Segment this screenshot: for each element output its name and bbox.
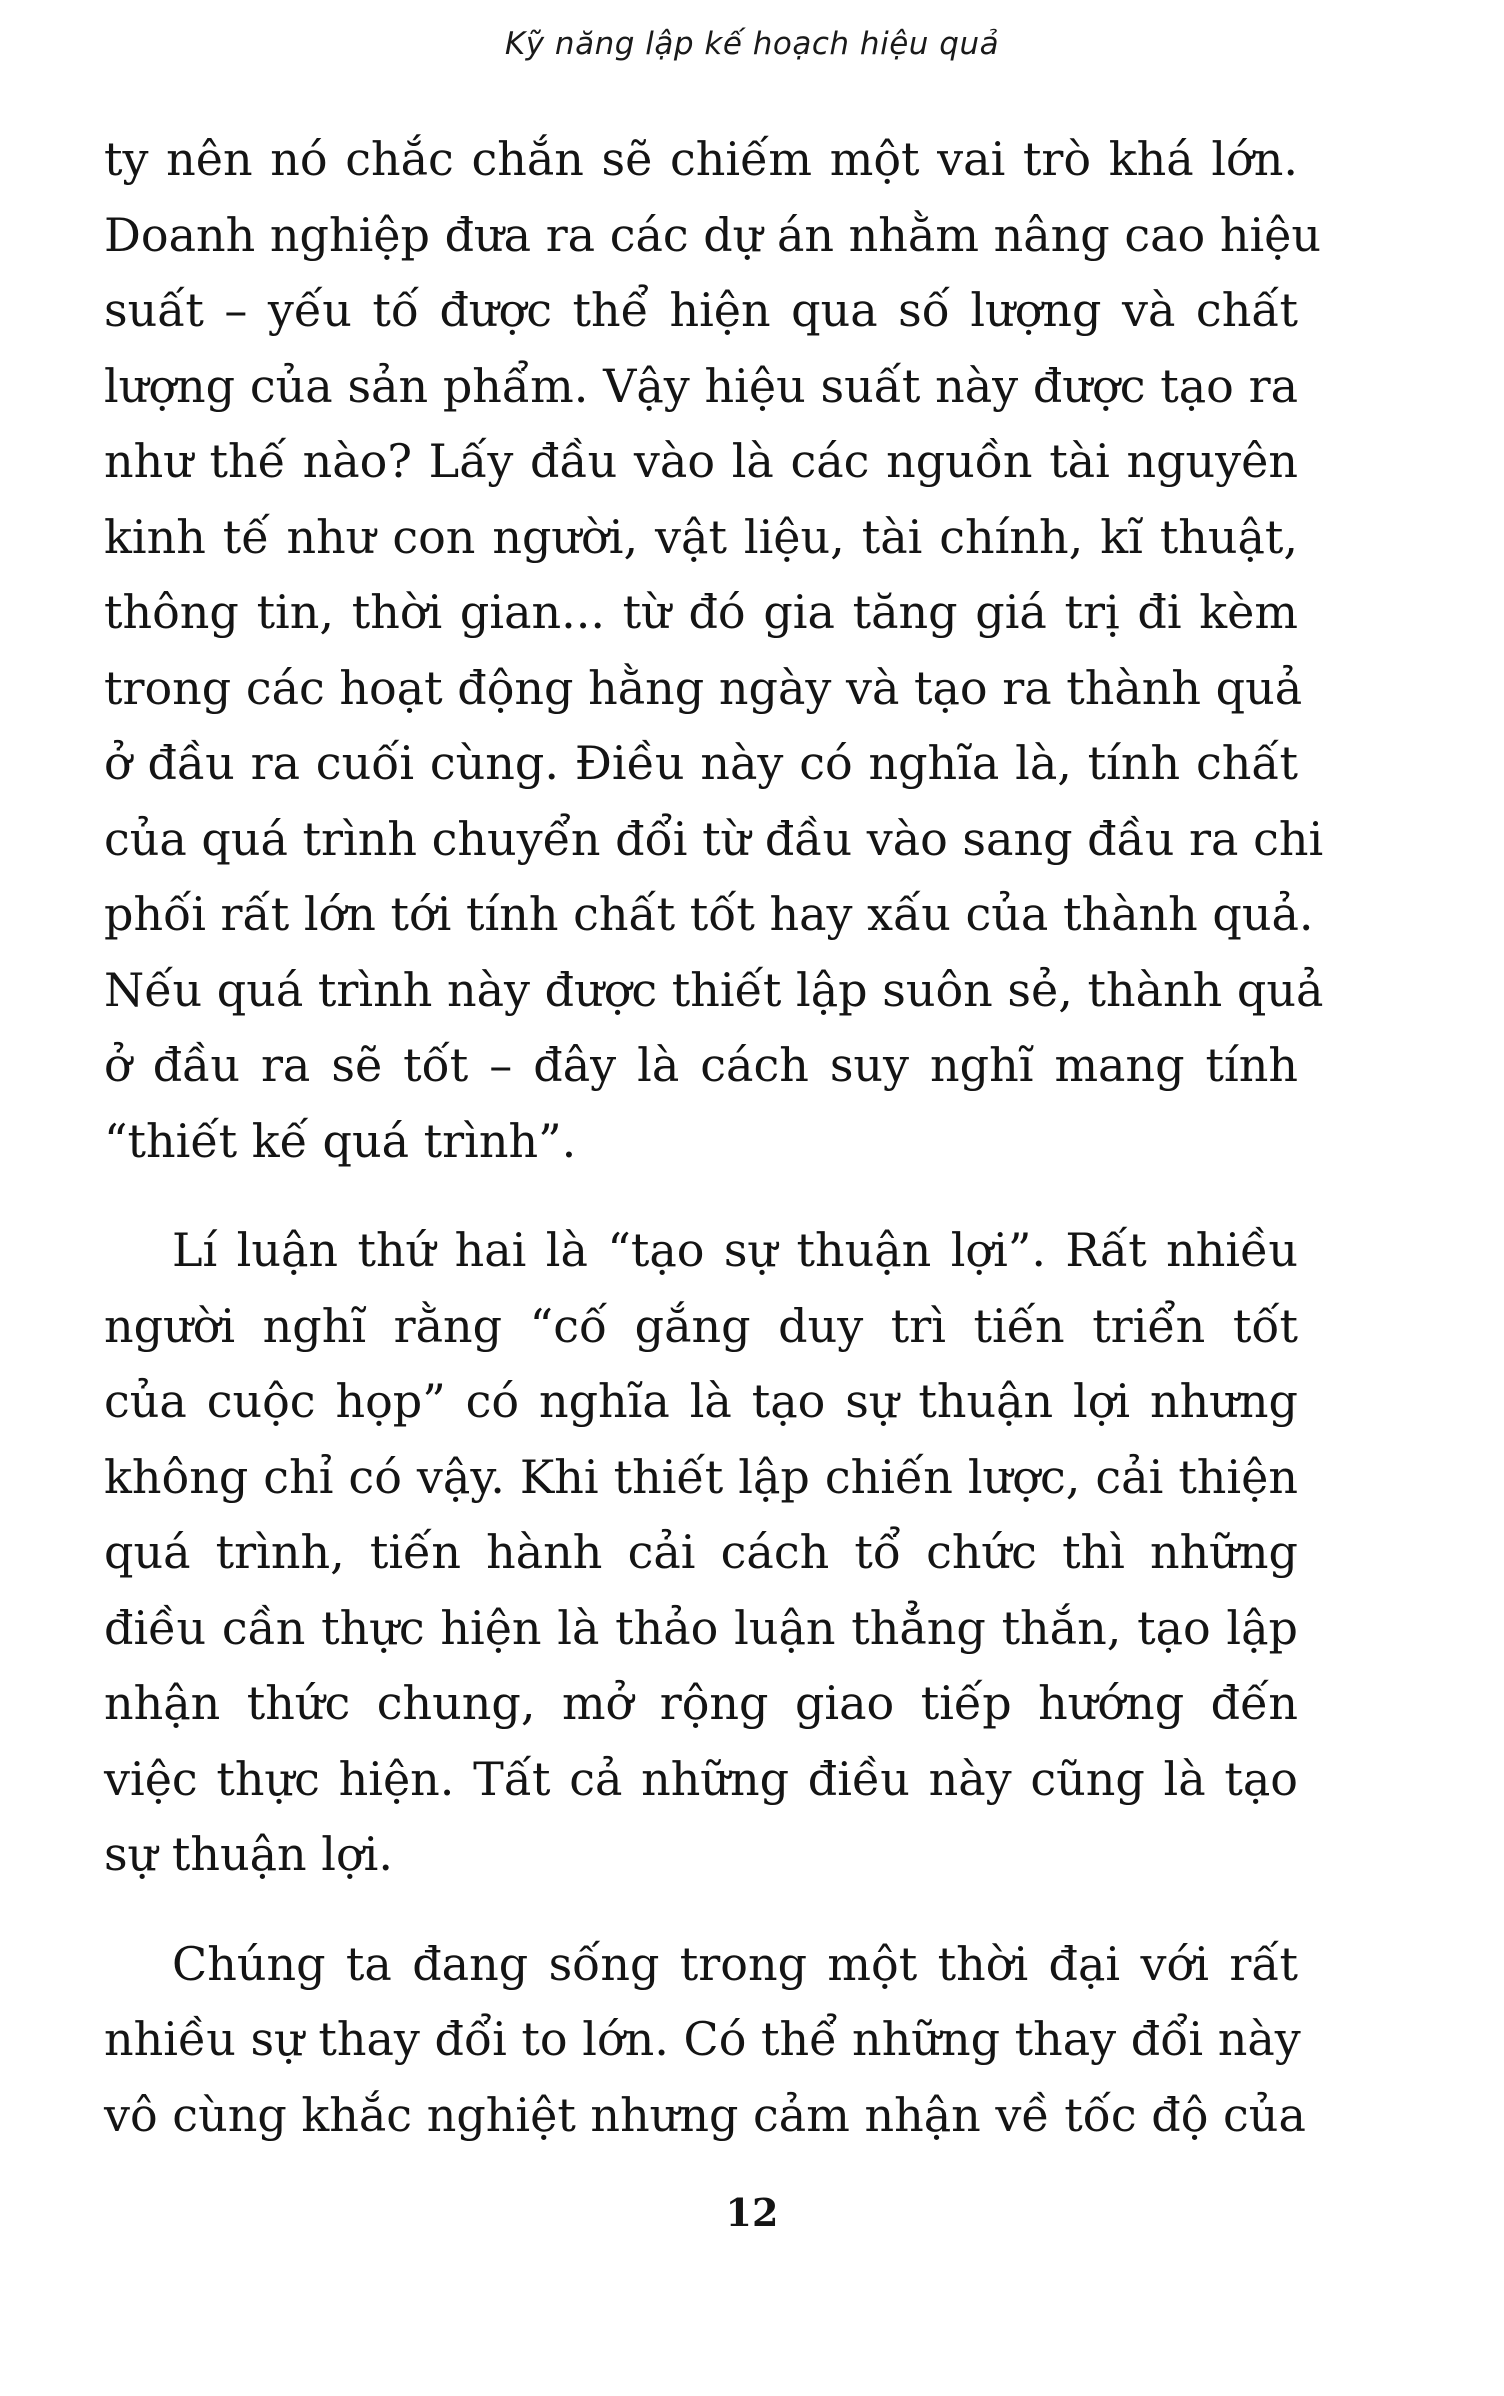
text-line: lượng của sản phẩm. Vậy hiệu suất này được tạo ra bbox=[104, 358, 1298, 413]
running-header: Kỹ năng lập kế hoạch hiệu quả bbox=[504, 26, 1000, 62]
text-line: trong các hoạt động hằng ngày và tạo ra thành quả bbox=[104, 660, 1303, 715]
body-text bbox=[104, 122, 1324, 2153]
text-line: điều cần thực hiện là thảo luận thẳng thắn, tạo lập bbox=[104, 1600, 1298, 1655]
text-line: người nghĩ rằng “cố gắng duy trì tiến triển tốt bbox=[104, 1298, 1298, 1353]
paragraph-1 bbox=[104, 122, 1324, 1179]
text-line: ở đầu ra cuối cùng. Điều này có nghĩa là, tính chất bbox=[104, 736, 1298, 790]
text-line: không chỉ có vậy. Khi thiết lập chiến lược, cải thiện bbox=[104, 1449, 1298, 1504]
text-line: ty nên nó chắc chắn sẽ chiếm một vai trò khá lớn. bbox=[104, 132, 1298, 186]
text-line: nhận thức chung, mở rộng giao tiếp hướng đến bbox=[104, 1676, 1298, 1730]
text-line: vô cùng khắc nghiệt nhưng cảm nhận về tốc độ của bbox=[104, 2087, 1306, 2142]
text-line: ở đầu ra sẽ tốt – đây là cách suy nghĩ mang tính bbox=[104, 1038, 1298, 1092]
text-line: sự thuận lợi. bbox=[104, 1827, 394, 1881]
paragraph-3 bbox=[104, 1927, 1306, 2154]
text-line: “thiết kế quá trình”. bbox=[104, 1113, 577, 1168]
text-line: quá trình, tiến hành cải cách tổ chức thì những bbox=[104, 1525, 1298, 1579]
text-line: Doanh nghiệp đưa ra các dự án nhằm nâng cao hiệu bbox=[104, 207, 1322, 262]
text-line: của quá trình chuyển đổi từ đầu vào sang đầu ra chi bbox=[104, 811, 1324, 866]
text-line: như thế nào? Lấy đầu vào là các nguồn tài nguyên bbox=[104, 434, 1298, 488]
text-line: phối rất lớn tới tính chất tốt hay xấu của thành quả. bbox=[104, 887, 1314, 941]
text-line: thông tin, thời gian... từ đó gia tăng giá trị đi kèm bbox=[104, 585, 1298, 639]
text-line: Nếu quá trình này được thiết lập suôn sẻ, thành quả bbox=[104, 962, 1324, 1017]
text-line: kinh tế như con người, vật liệu, tài chính, kĩ thuật, bbox=[104, 509, 1298, 564]
text-line: việc thực hiện. Tất cả những điều này cũng là tạo bbox=[104, 1751, 1298, 1806]
text-line: Lí luận thứ hai là “tạo sự thuận lợi”. Rất nhiều bbox=[172, 1223, 1298, 1277]
page-number: 12 bbox=[725, 2190, 779, 2235]
text-line: Chúng ta đang sống trong một thời đại với rất bbox=[172, 1936, 1298, 1991]
text-line: của cuộc họp” có nghĩa là tạo sự thuận lợi nhưng bbox=[104, 1374, 1298, 1428]
paragraph-2 bbox=[104, 1213, 1298, 1893]
text-line: nhiều sự thay đổi to lớn. Có thể những thay đổi này bbox=[104, 2012, 1301, 2066]
text-line: suất – yếu tố được thể hiện qua số lượng và chất bbox=[104, 283, 1298, 337]
